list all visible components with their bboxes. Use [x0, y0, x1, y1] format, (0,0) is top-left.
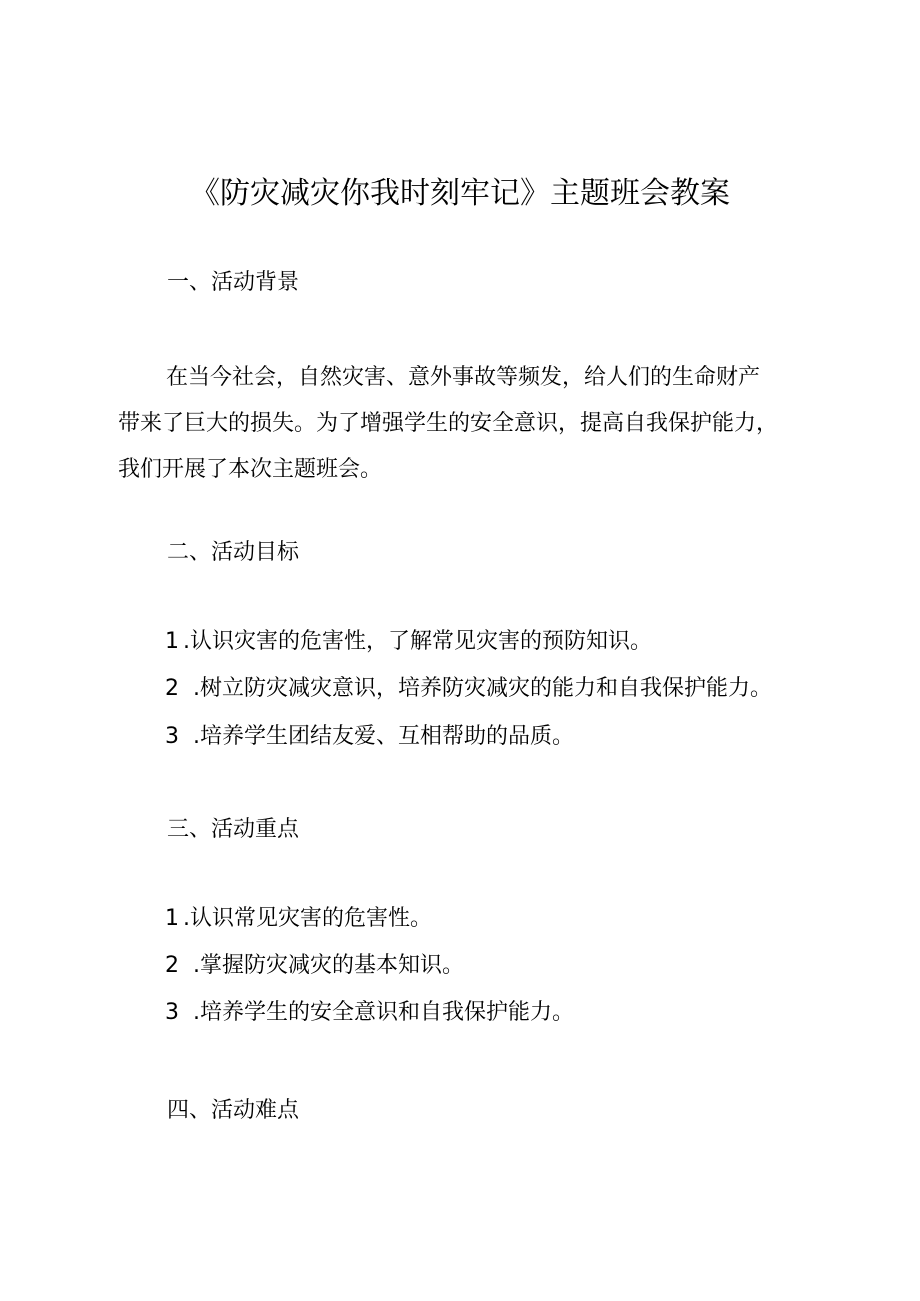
- goal-item-2: [165, 674, 772, 704]
- list-number: 1: [165, 906, 179, 931]
- paragraph-line: 在当今社会，自然灾害、意外事故等频发，给人们的生命财产: [166, 365, 761, 390]
- paragraph-line: 带来了巨大的损失。为了增强学生的安全意识，提高自我保护能力，: [118, 411, 779, 436]
- section-heading-background: 一、活动背景: [167, 270, 300, 295]
- list-number: 2: [165, 676, 179, 701]
- list-item-text: .认识灾害的危害性，了解常见灾害的预防知识。: [183, 629, 652, 654]
- list-item-text: .认识常见灾害的危害性。: [183, 906, 432, 931]
- list-item-text: .树立防灾减灾意识，培养防灾减灾的能力和自我保护能力。: [193, 676, 772, 701]
- list-number: 2: [165, 953, 179, 978]
- background-paragraph: [118, 355, 808, 493]
- document-title: 《防灾减灾你我时刻牢记》主题班会教案: [190, 176, 730, 211]
- section-heading-difficulties: 四、活动难点: [167, 1098, 300, 1123]
- goal-item-3: [165, 722, 574, 752]
- key-point-item-2: [165, 951, 464, 981]
- list-item-text: .掌握防灾减灾的基本知识。: [193, 953, 464, 978]
- paragraph-line: 我们开展了本次主题班会。: [118, 457, 383, 482]
- list-item-text: .培养学生团结友爱、互相帮助的品质。: [193, 724, 574, 749]
- key-point-item-3: [165, 998, 574, 1028]
- list-number: 1: [165, 629, 179, 654]
- section-heading-goals: 二、活动目标: [167, 540, 300, 565]
- section-heading-key-points: 三、活动重点: [167, 817, 300, 842]
- list-number: 3: [165, 724, 179, 749]
- goal-item-1: [165, 627, 652, 657]
- list-number: 3: [165, 1000, 179, 1025]
- key-point-item-1: [165, 904, 432, 934]
- list-item-text: .培养学生的安全意识和自我保护能力。: [193, 1000, 574, 1025]
